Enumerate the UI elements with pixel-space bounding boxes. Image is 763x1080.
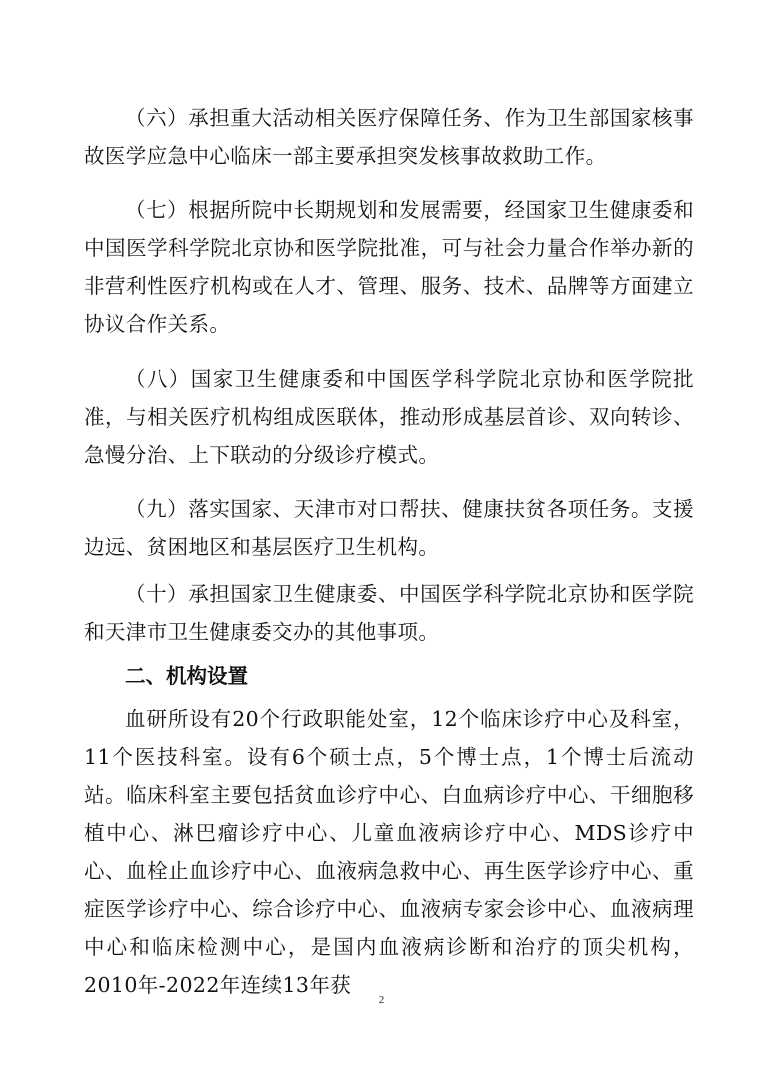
paragraph-6: （六）承担重大活动相关医疗保障任务、作为卫生部国家核事故医学应急中心临床一部主要承担突发核事故救助工作。	[84, 106, 694, 168]
page-number: 2	[378, 994, 385, 1006]
paragraph-7: （七）根据所院中长期规划和发展需要，经国家卫生健康委和中国医学科学院北京协和医学院批准，可与社会力量合作举办新的非营利性医疗机构或在人才、管理、服务、技术、品牌等方面建立协议合作关系。	[84, 198, 694, 336]
paragraph-8: （八）国家卫生健康委和中国医学科学院北京协和医学院批准，与相关医疗机构组成医联体，推动形成基层首诊、双向转诊、急慢分治、上下联动的分级诊疗模式。	[84, 367, 694, 467]
section-heading: 二、机构设置	[125, 664, 248, 688]
paragraph-9: （九）落实国家、天津市对口帮扶、健康扶贫各项任务。支援边远、贫困地区和基层医疗卫生机构。	[84, 497, 694, 559]
paragraph-10: （十）承担国家卫生健康委、中国医学科学院北京协和医学院和天津市卫生健康委交办的其他事项。	[84, 582, 694, 644]
section-body: 血研所设有20个行政职能处室，12个临床诊疗中心及科室，11个医技科室。设有6个硕士点，5个博士点，1个博士后流动站。临床科室主要包括贫血诊疗中心、白血病诊疗中心、干细胞移植中心、淋巴瘤诊疗中心、儿童血液病诊疗中心、MDS诊疗中心、血栓止血诊疗中心、血液病急救中心、再生医学诊疗中心、重症医学诊疗中心、综合诊疗中心、血液病专家会诊中心、血液病理中心和临床检测中心，是国内血液病诊断和治疗的顶尖机构，2010年-2022年连续13年获	[84, 707, 694, 997]
